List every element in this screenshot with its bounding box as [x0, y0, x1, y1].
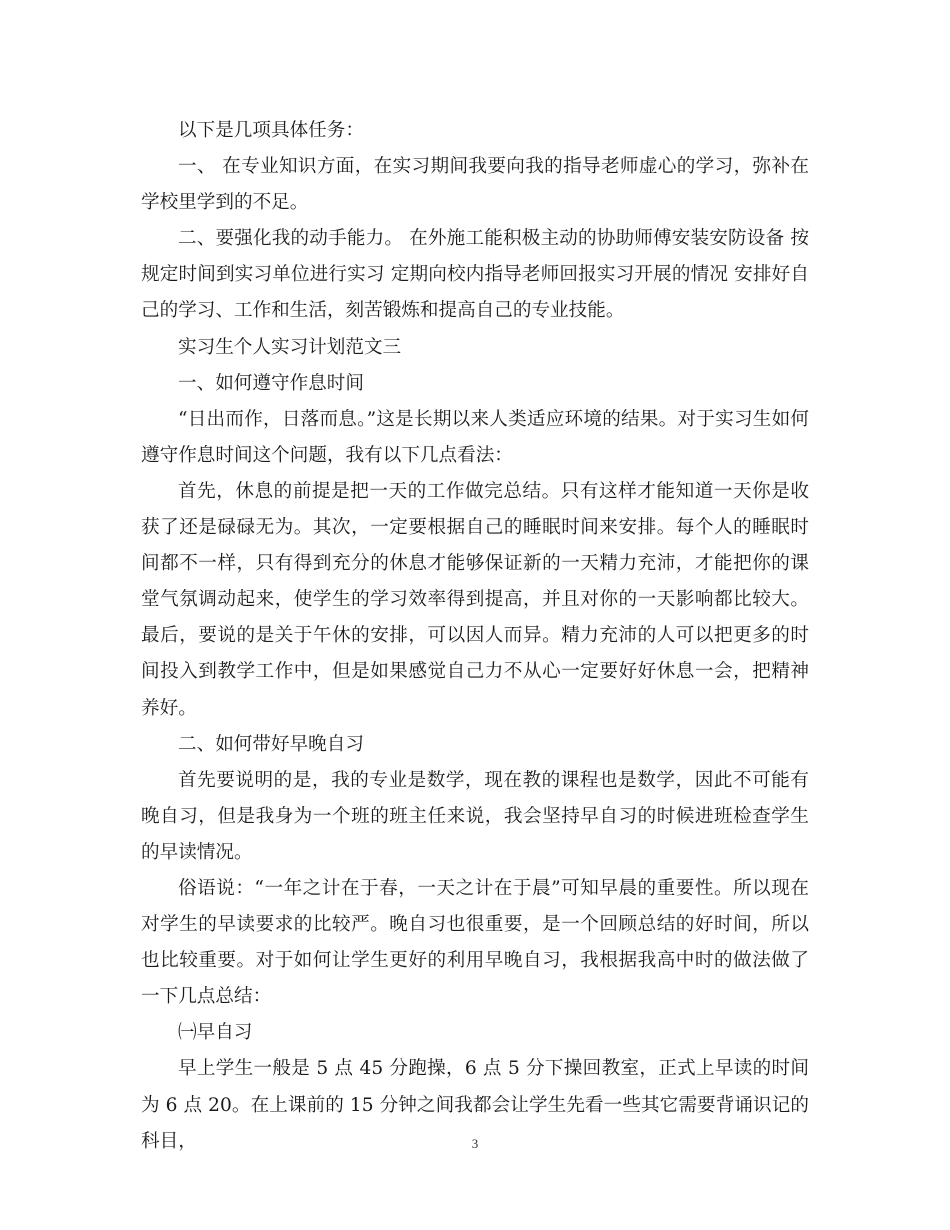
paragraph-schedule-detail: 首先，休息的前提是把一天的工作做完总结。只有这样才能知道一天你是收获了还是碌碌无为。其次，一定要根据自己的睡眠时间来安排。每个人的睡眠时间都不一样，只有得到充分的休息才能够保证新的一天精力充沛，才能把你的课堂气氛调动起来，使学生的学习效率得到提高，并且对你的一天影响都比较大。最后，要说的是关于午休的安排，可以因人而异。精力充沛的人可以把更多的时间投入到教学工作中，但是如果感觉自己力不从心一定要好好休息一会，把精神养好。 — [141, 480, 809, 719]
paragraph-self-study-intro: 首先要说明的是，我的专业是数学，现在教的课程也是数学，因此不可能有晚自习，但是我身为一个班的班主任来说，我会坚持早自习的时候进班检查学生的早读情况。 — [141, 769, 809, 863]
heading-morning-study: ㈠早自习 — [178, 1022, 253, 1044]
paragraph-morning-study: 早上学生一般是 5 点 45 分跑操，6 点 5 分下操回教室，正式上早读的时间为 6 点 20。在上课前的 15 分钟之间我都会让学生先看一些其它需要背诵识记的科目， — [141, 1058, 809, 1152]
paragraph-self-study-proverb: 俗语说：“一年之计在于春，一天之计在于晨”可知早晨的重要性。所以现在对学生的早读要求的比较严。晚自习也很重要，是一个回顾总结的好时间，所以也比较重要。对于如何让学生更好的利用早晚自习，我根据我高中时的做法做了一下几点总结： — [141, 877, 809, 1008]
heading-self-study: 二、如何带好早晚自习 — [178, 733, 364, 755]
document-body — [141, 113, 809, 1160]
paragraph-task-1: 一、 在专业知识方面，在实习期间我要向我的指导老师虚心的学习，弥补在学校里学到的不足。 — [141, 156, 809, 214]
section-title: 实习生个人实习计划范文三 — [178, 336, 402, 358]
page-number: 3 — [471, 1136, 479, 1151]
paragraph-task-2: 二、要强化我的动手能力。 在外施工能积极主动的协助师傅安装安防设备 按规定时间到实习单位进行实习 定期向校内指导老师回报实习开展的情况 安排好自己的学习、工作和生活，刻苦锻炼和提高自己的专业技能。 — [141, 228, 809, 322]
paragraph-schedule-intro: “日出而作，日落而息。”这是长期以来人类适应环境的结果。对于实习生如何遵守作息时间这个问题，我有以下几点看法： — [141, 408, 809, 466]
heading-schedule: 一、如何遵守作息时间 — [178, 372, 364, 394]
paragraph-task-intro: 以下是几项具体任务： — [178, 120, 364, 141]
